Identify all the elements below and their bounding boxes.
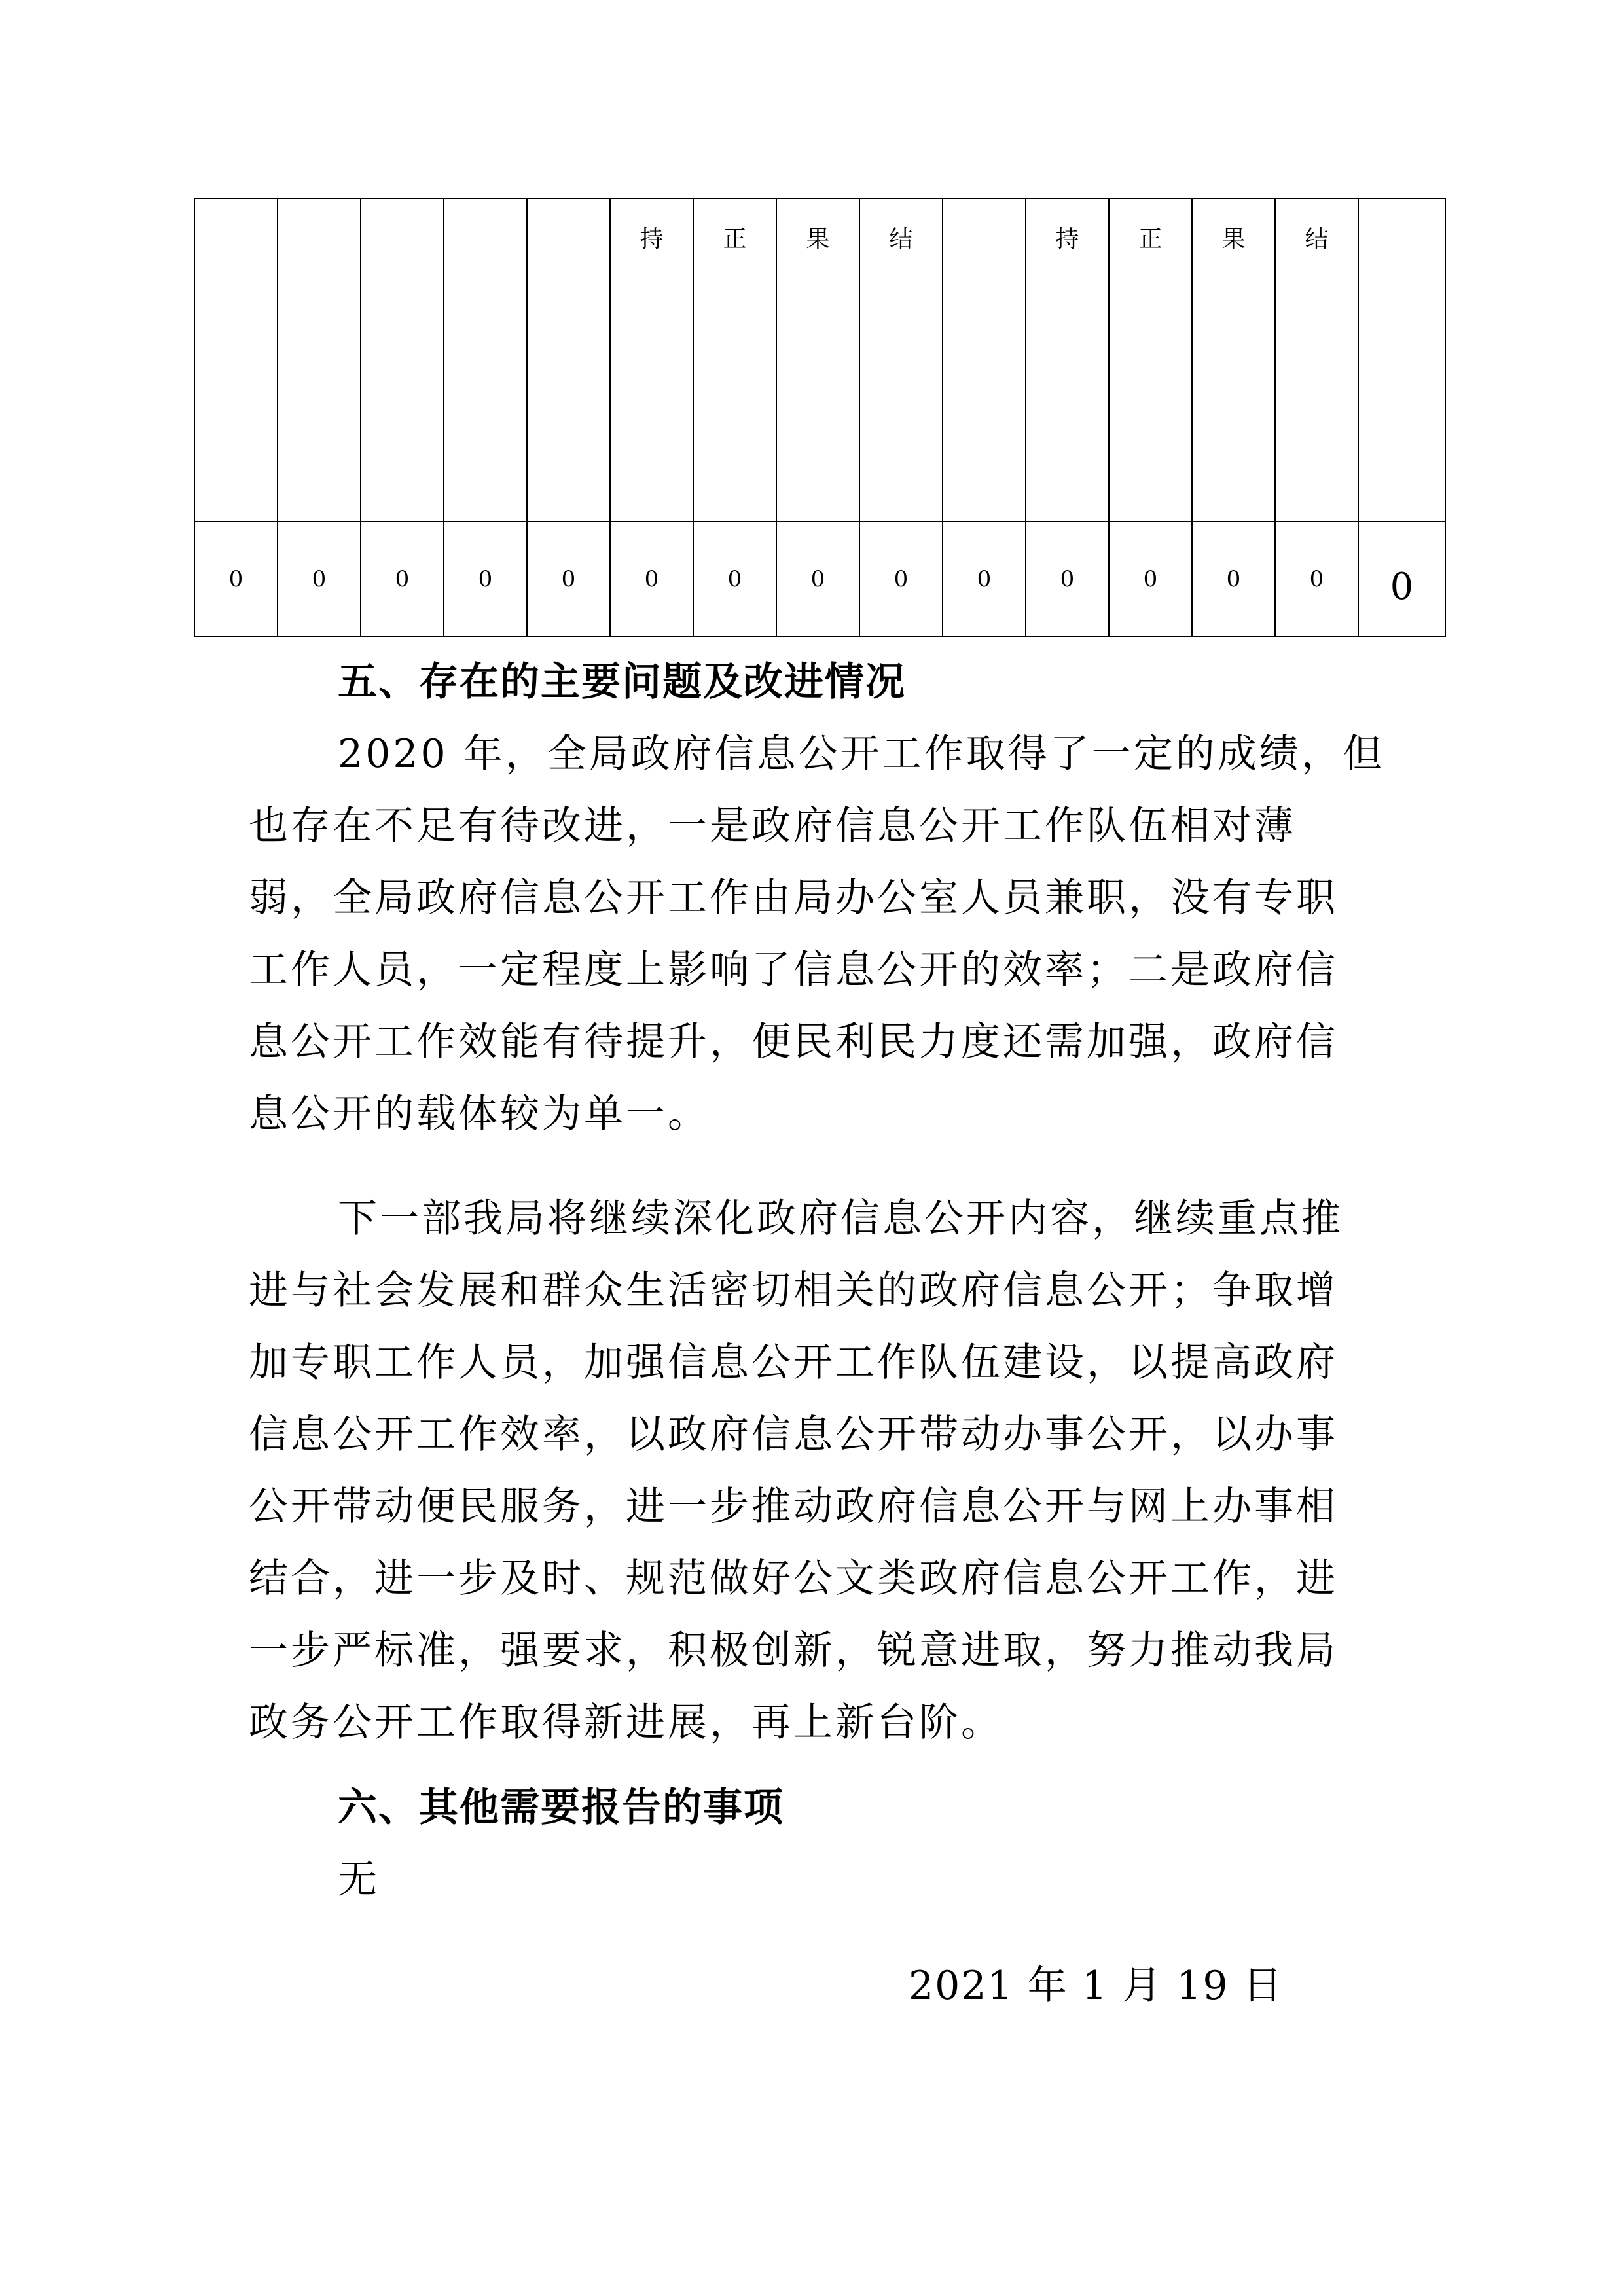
table-value-row xyxy=(194,522,1445,636)
statistics-table xyxy=(194,198,1446,637)
table-value-cell: 0 xyxy=(776,522,859,636)
table-value-cell: 0 xyxy=(1109,522,1192,636)
table-header-cell: 正 xyxy=(693,198,776,522)
table-header-cell xyxy=(361,198,444,522)
table-header-cell: 正 xyxy=(1109,198,1192,522)
table-header-cell xyxy=(1358,198,1445,522)
report-date: 2021 年 1 月 19 日 xyxy=(909,1963,1284,2009)
paragraph-line: 息公开的载体较为单一。 xyxy=(249,1091,710,1137)
table-value-cell: 0 xyxy=(693,522,776,636)
paragraph-line: 弱，全局政府信息公开工作由局办公室人员兼职，没有专职 xyxy=(249,875,1338,921)
section-5-heading: 五、存在的主要问题及改进情况 xyxy=(338,659,906,705)
table-header-cell xyxy=(278,198,361,522)
table-value-cell: 0 xyxy=(1026,522,1109,636)
table-header-cell: 果 xyxy=(776,198,859,522)
table-header-cell: 持 xyxy=(1026,198,1109,522)
table-value-cell: 0 xyxy=(610,522,693,636)
table-value-cell: 0 xyxy=(444,522,527,636)
paragraph-line: 2020 年，全局政府信息公开工作取得了一定的成绩，但 xyxy=(338,731,1385,777)
table-header-cell xyxy=(527,198,610,522)
paragraph-line: 公开带动便民服务，进一步推动政府信息公开与网上办事相 xyxy=(249,1484,1338,1530)
section-6-body: 无 xyxy=(338,1857,380,1903)
table-header-cell: 持 xyxy=(610,198,693,522)
table-value-cell: 0 xyxy=(1275,522,1358,636)
table-value-cell: 0 xyxy=(1358,522,1445,636)
table-header-cell: 结 xyxy=(859,198,943,522)
table-value-cell: 0 xyxy=(859,522,943,636)
table-header-cell xyxy=(943,198,1026,522)
section-6-heading: 六、其他需要报告的事项 xyxy=(338,1785,784,1831)
paragraph-line: 工作人员，一定程度上影响了信息公开的效率；二是政府信 xyxy=(249,947,1338,993)
table-header-cell xyxy=(444,198,527,522)
paragraph-line: 下一部我局将继续深化政府信息公开内容，继续重点推 xyxy=(338,1196,1343,1242)
paragraph-line: 加专职工作人员，加强信息公开工作队伍建设，以提高政府 xyxy=(249,1340,1338,1386)
table-value-cell: 0 xyxy=(527,522,610,636)
paragraph-line: 息公开工作效能有待提升，便民利民力度还需加强，政府信 xyxy=(249,1019,1338,1065)
table-value-cell: 0 xyxy=(361,522,444,636)
paragraph-line: 政务公开工作取得新进展，再上新台阶。 xyxy=(249,1700,1003,1746)
paragraph-line: 一步严标准，强要求，积极创新，锐意进取，努力推动我局 xyxy=(249,1628,1338,1674)
paragraph-line: 结合，进一步及时、规范做好公文类政府信息公开工作，进 xyxy=(249,1556,1338,1602)
table-header-cell xyxy=(194,198,278,522)
paragraph-line: 进与社会发展和群众生活密切相关的政府信息公开；争取增 xyxy=(249,1268,1338,1314)
paragraph-line: 信息公开工作效率，以政府信息公开带动办事公开，以办事 xyxy=(249,1412,1338,1458)
table-value-cell: 0 xyxy=(1192,522,1275,636)
table-header-cell: 结 xyxy=(1275,198,1358,522)
table-value-cell: 0 xyxy=(278,522,361,636)
table-header-row xyxy=(194,198,1445,522)
table-value-cell: 0 xyxy=(943,522,1026,636)
paragraph-line: 也存在不足有待改进，一是政府信息公开工作队伍相对薄 xyxy=(249,803,1296,849)
table-value-cell: 0 xyxy=(194,522,278,636)
table-header-cell: 果 xyxy=(1192,198,1275,522)
